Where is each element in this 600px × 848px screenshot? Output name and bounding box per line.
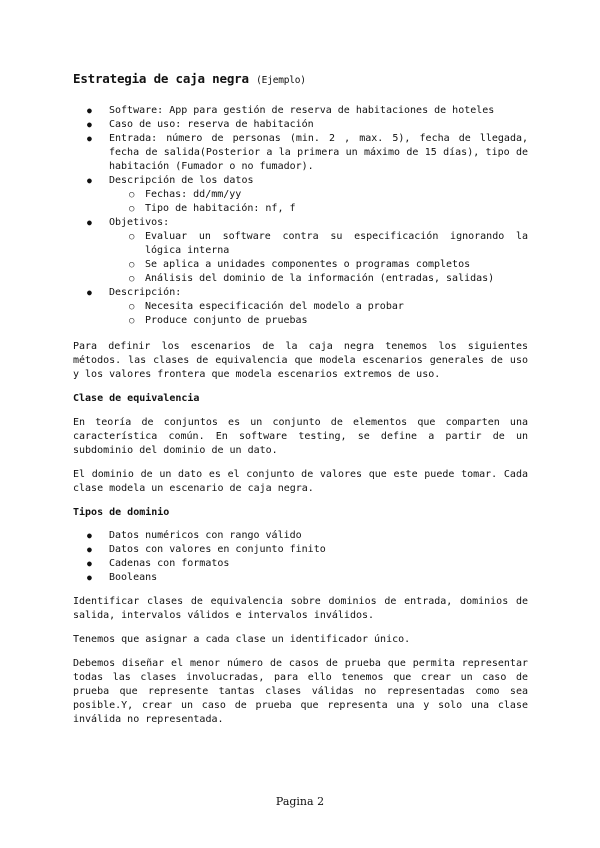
sublist <box>109 230 528 286</box>
document-page <box>73 70 528 727</box>
sublist-item: ○ Fechas: dd/mm/yy <box>109 188 528 202</box>
paragraph-disenar: Debemos diseñar el menor número de casos de prueba que permita representar todas las clases involucradas, para ello tenemos que crear un caso de prueba que represente tantas clases válidas no representadas como sea posible.Y, crear un caso de prueba que representa una y solo una clase inválida no representada. <box>73 658 528 725</box>
sublist-item: ○ Necesita especificación del modelo a probar <box>109 300 528 314</box>
sublist <box>109 300 528 328</box>
list-item-text: Entrada: número de personas (min. 2 , max. 5), fecha de llegada, fecha de salida(Posterior a la primera un máximo de 15 días), tipo de habitación (Fumador o no fumador). <box>109 133 528 172</box>
title-text: Estrategia de caja negra <box>73 71 249 86</box>
paragraph-dominio: El dominio de un dato es el conjunto de valores que este puede tomar. Cada clase modela un escenario de caja negra. <box>73 469 528 494</box>
list-item-text: Software: App para gestión de reserva de habitaciones de hoteles <box>109 105 495 116</box>
list-item: ● Datos con valores en conjunto finito <box>73 543 528 557</box>
list-item-text: Objetivos: <box>109 217 170 228</box>
sublist-item: ○ Evaluar un software contra su especificación ignorando la lógica interna <box>109 230 528 258</box>
sublist <box>109 188 528 216</box>
paragraph-methods: Para definir los escenarios de la caja negra tenemos los siguientes métodos. las clases de equivalencia que modela escenarios generales de uso y los valores frontera que modela escenarios extremos de uso. <box>73 341 528 380</box>
list-item: ● Datos numéricos con rango válido <box>73 529 528 543</box>
heading-tipos-dominio: Tipos de dominio <box>73 507 170 518</box>
list-item <box>73 118 528 132</box>
heading-clase-equivalencia: Clase de equivalencia <box>73 393 200 404</box>
sublist-item: ○ Tipo de habitación: nf, f <box>109 202 528 216</box>
list-item <box>73 132 528 174</box>
sublist-item: ○ Produce conjunto de pruebas <box>109 314 528 328</box>
page-number: Pagina 2 <box>275 795 325 808</box>
domain-types-list <box>73 529 528 585</box>
list-item <box>73 216 528 286</box>
list-item <box>73 174 528 216</box>
list-item-text: Descripción: <box>109 287 182 298</box>
paragraph-identificar: Identificar clases de equivalencia sobre dominios de entrada, dominios de salida, intervalos válidos e intervalos inválidos. <box>73 596 528 621</box>
list-item: ● Cadenas con formatos <box>73 557 528 571</box>
page-title <box>73 70 528 90</box>
list-item-text: Caso de uso: reserva de habitación <box>109 119 314 130</box>
title-subtitle: (Ejemplo) <box>256 75 306 86</box>
list-item <box>73 104 528 118</box>
example-list <box>73 104 528 328</box>
list-item <box>73 286 528 328</box>
list-item: ● Booleans <box>73 571 528 585</box>
paragraph-asignar: Tenemos que asignar a cada clase un identificador único. <box>73 634 411 645</box>
sublist-item: ○ Se aplica a unidades componentes o programas completos <box>109 258 528 272</box>
sublist-item: ○ Análisis del dominio de la información (entradas, salidas) <box>109 272 528 286</box>
paragraph-clase-definition: En teoría de conjuntos es un conjunto de elementos que comparten una característica común. En software testing, se define a partir de un subdominio del dominio de un dato. <box>73 417 528 456</box>
list-item-text: Descripción de los datos <box>109 175 254 186</box>
